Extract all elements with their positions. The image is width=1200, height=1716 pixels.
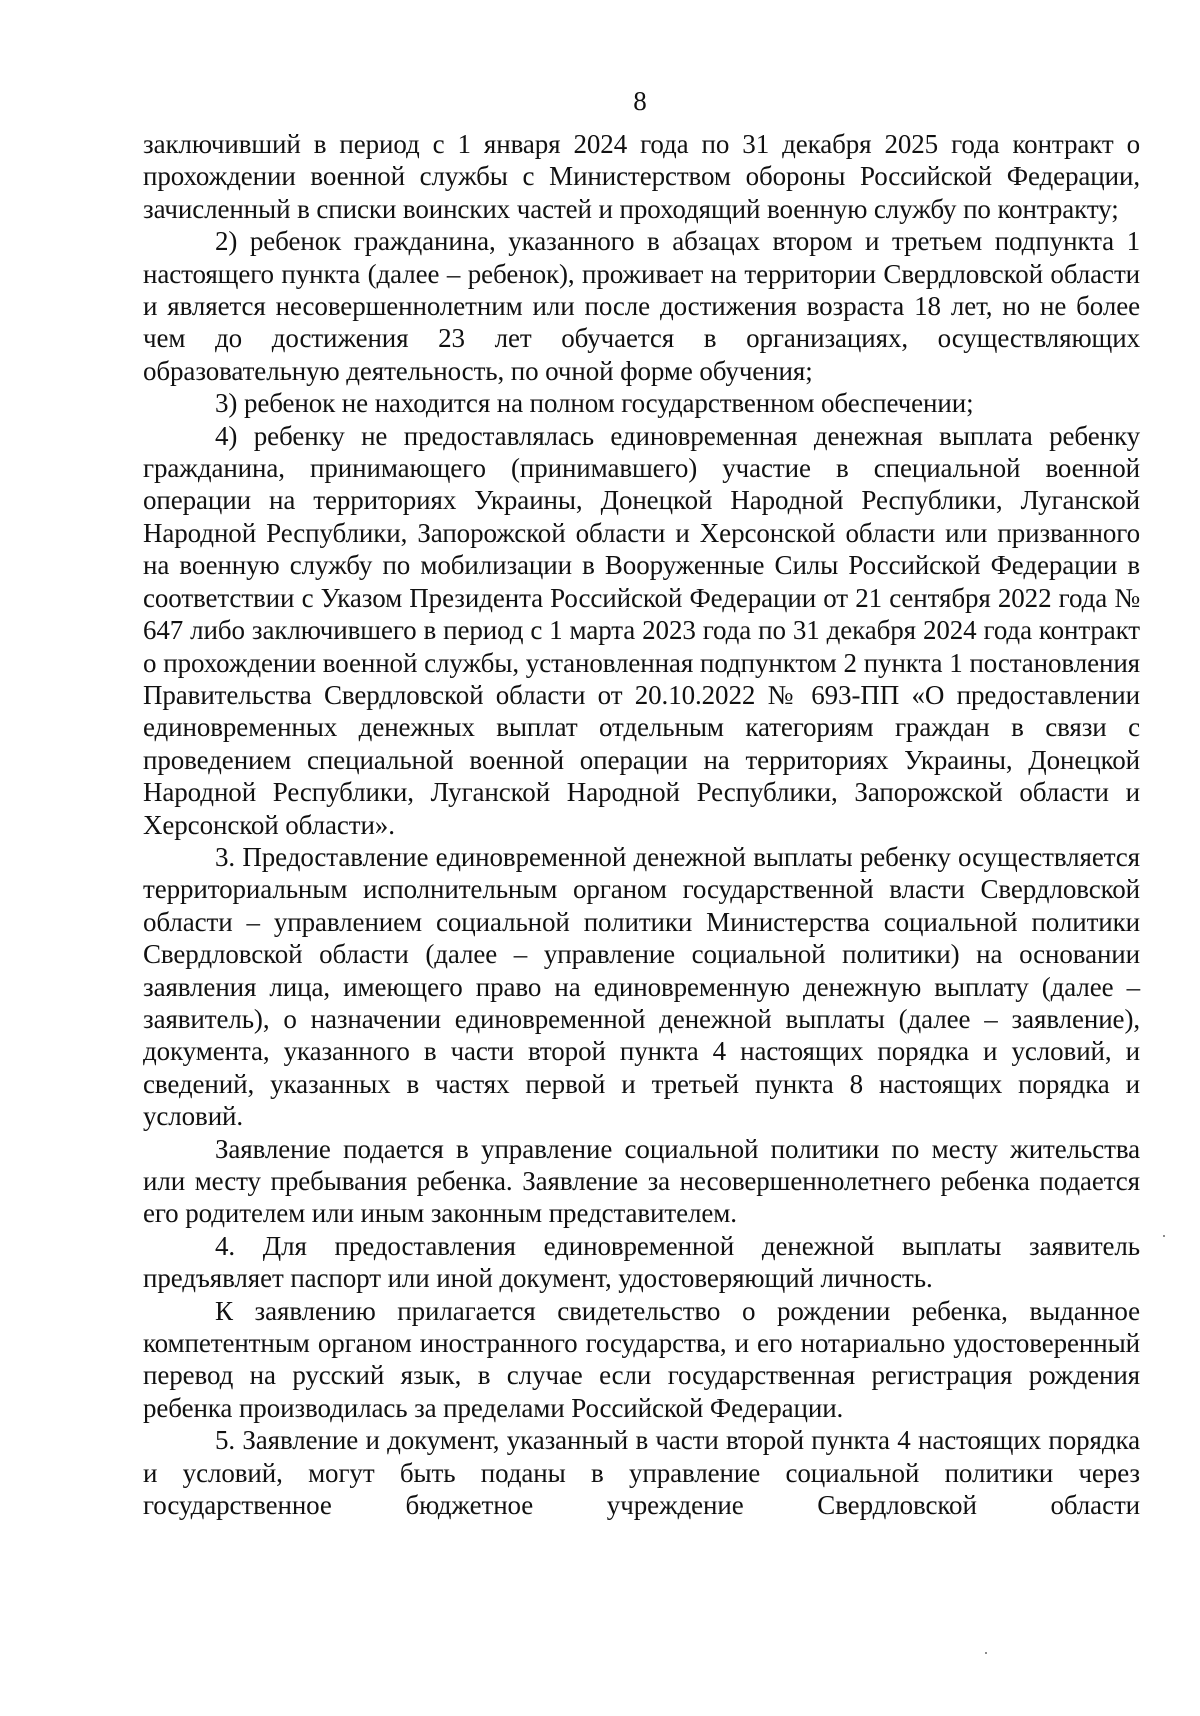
paragraph-item-3: 3) ребенок не находится на полном государственном обеспечении;	[215, 388, 974, 419]
scan-speck	[985, 1652, 987, 1654]
paragraph-application-place: Заявление подается в управление социальной политики по месту жительства или месту пребывания ребенка. Заявление за несовершеннолетнего ребенка подается его родителем или иным законным представителем.	[143, 1133, 1140, 1229]
scan-speck	[1163, 1235, 1165, 1237]
paragraph-item-4: 4) ребенку не предоставлялась единовременная денежная выплата ребенку гражданина, принимающего (принимавшего) участие в специальной военной операции на территориях Украины, Донецкой Народной Республики, Луганской Народной Республики, Запорожской области и Херсонской области или призванного на военную службу по мобилизации в Вооруженные Силы Российской Федерации в соответствии с Указом Президента Российской Федерации от 21 сентября 2022 года № 647 либо заключившего в период с 1 марта 2023 года по 31 декабря 2024 года контракт о прохождении военной службы, установленная подпунктом 2 пункта 1 постановления Правительства Свердловской области от 20.10.2022 № 693-ПП «О предоставлении единовременных денежных выплат отдельным категориям граждан в связи с проведением специальной военной операции на территориях Украины, Донецкой Народной Республики, Луганской Народной Республики, Запорожской области и Херсонской области».	[143, 420, 1140, 840]
paragraph-item-2: 2) ребенок гражданина, указанного в абзацах втором и третьем подпункта 1 настоящего пункта (далее – ребенок), проживает на территории Свердловской области и является несовершеннолетним или после достижения возраста 18 лет, но не более чем до достижения 23 лет обучается в организациях, осуществляющих образовательную деятельность, по очной форме обучения;	[143, 226, 1140, 386]
paragraph-point-3: 3. Предоставление единовременной денежной выплаты ребенку осуществляется территориальным исполнительным органом государственной власти Свердловской области – управлением социальной политики Министерства социальной политики Свердловской области (далее – управление социальной политики) на основании заявления лица, имеющего право на единовременную денежную выплату (далее – заявитель), о назначении единовременной денежной выплаты (далее – заявление), документа, указанного в части второй пункта 4 настоящих порядка и условий, и сведений, указанных в частях первой и третьей пункта 8 настоящих порядка и условий.	[143, 841, 1140, 1132]
document-body	[143, 128, 1140, 1521]
page-number: 8	[633, 86, 647, 116]
paragraph-point-4: 4. Для предоставления единовременной денежной выплаты заявитель предъявляет паспорт или иной документ, удостоверяющий личность.	[143, 1230, 1140, 1294]
paragraph-point-5: 5. Заявление и документ, указанный в части второй пункта 4 настоящих порядка и условий, могут быть поданы в управление социальной политики через государственное бюджетное учреждение Свердловской области	[143, 1425, 1140, 1521]
paragraph-continuation: заключивший в период с 1 января 2024 года по 31 декабря 2025 года контракт о прохождении военной службы с Министерством обороны Российской Федерации, зачисленный в списки воинских частей и проходящий военную службу по контракту;	[143, 129, 1140, 224]
paragraph-birth-certificate: К заявлению прилагается свидетельство о рождении ребенка, выданное компетентным органом иностранного государства, и его нотариально удостоверенный перевод на русский язык, в случае если государственная регистрация рождения ребенка производилась за пределами Российской Федерации.	[143, 1295, 1140, 1423]
